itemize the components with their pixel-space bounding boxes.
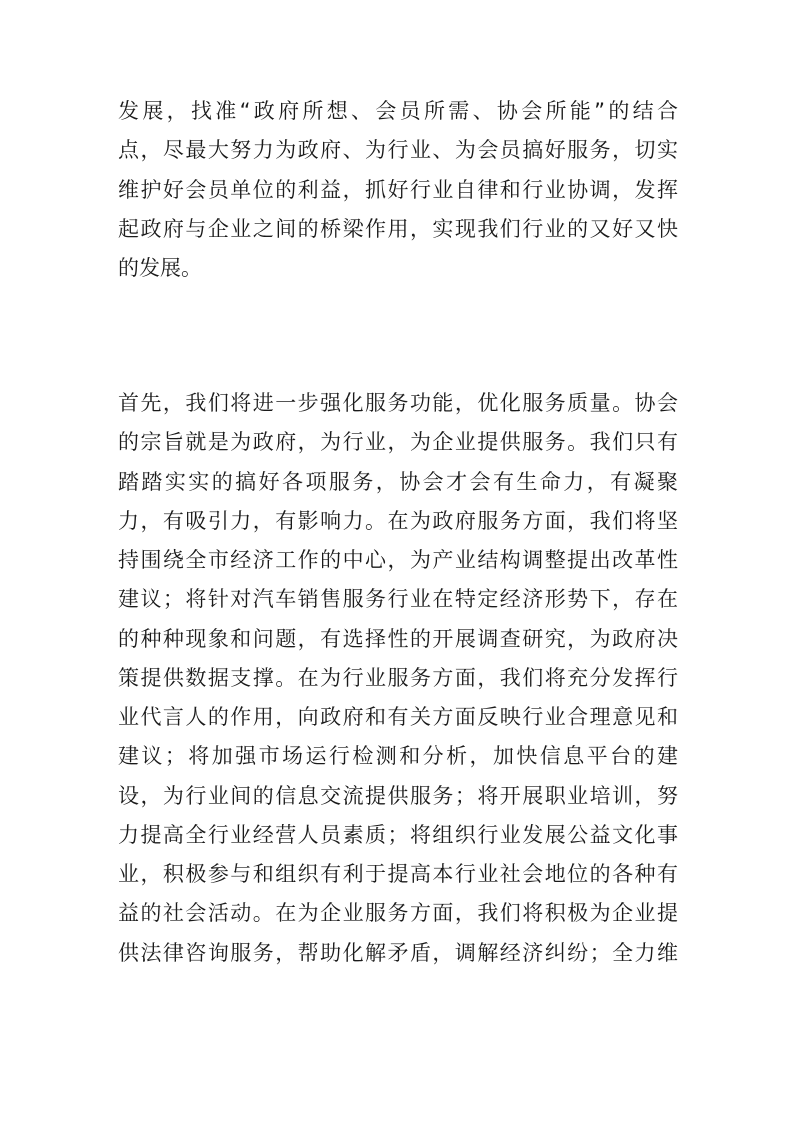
paragraph-2-line: 供法律咨询服务，帮助化解矛盾，调解经济纠纷；全力维: [118, 940, 678, 965]
paragraph-2-line: 建议；将加强市场运行检测和分析，加快信息平台的建: [118, 744, 678, 769]
paragraph-2-line: 踏踏实实的搞好各项服务，协会才会有生命力，有凝聚: [118, 469, 678, 494]
paragraph-2-line: 业代言人的作用，向政府和有关方面反映行业合理意见和: [118, 705, 678, 729]
paragraph-1-line: 发展，找准“政府所想、会员所需、协会所能”的结合: [118, 99, 678, 123]
paragraph-1-line: 起政府与企业之间的桥梁作用，实现我们行业的又好又快: [118, 216, 678, 241]
paragraph-2-line: 的宗旨就是为政府，为行业，为企业提供服务。我们只有: [118, 430, 678, 455]
paragraph-1: [118, 92, 678, 288]
paragraph-1-line: 的发展。: [118, 256, 202, 280]
paragraph-2-line: 持围绕全市经济工作的中心，为产业结构调整提出改革性: [118, 548, 678, 572]
paragraph-2: [118, 384, 678, 973]
paragraph-2-line: 力，有吸引力，有影响力。在为政府服务方面，我们将坚: [118, 508, 678, 533]
paragraph-2-line: 业，积极参与和组织有利于提高本行业社会地位的各种有: [118, 862, 678, 886]
paragraph-2-line: 策提供数据支撑。在为行业服务方面，我们将充分发挥行: [118, 665, 678, 690]
paragraph-2-line: 益的社会活动。在为企业服务方面，我们将积极为企业提: [118, 901, 678, 926]
paragraph-2-line: 建议；将针对汽车销售服务行业在特定经济形势下，存在: [118, 587, 678, 612]
paragraph-1-line: 维护好会员单位的利益，抓好行业自律和行业协调，发挥: [118, 177, 678, 202]
paragraph-2-line: 的种种现象和问题，有选择性的开展调查研究，为政府决: [118, 626, 678, 651]
paragraph-2-line: 首先，我们将进一步强化服务功能，优化服务质量。协会: [118, 391, 678, 415]
paragraph-2-line: 力提高全行业经营人员素质；将组织行业发展公益文化事: [118, 822, 678, 847]
paragraph-1-line: 点，尽最大努力为政府、为行业、为会员搞好服务，切实: [118, 138, 678, 163]
paragraph-2-line: 设，为行业间的信息交流提供服务；将开展职业培训，努: [118, 783, 678, 808]
